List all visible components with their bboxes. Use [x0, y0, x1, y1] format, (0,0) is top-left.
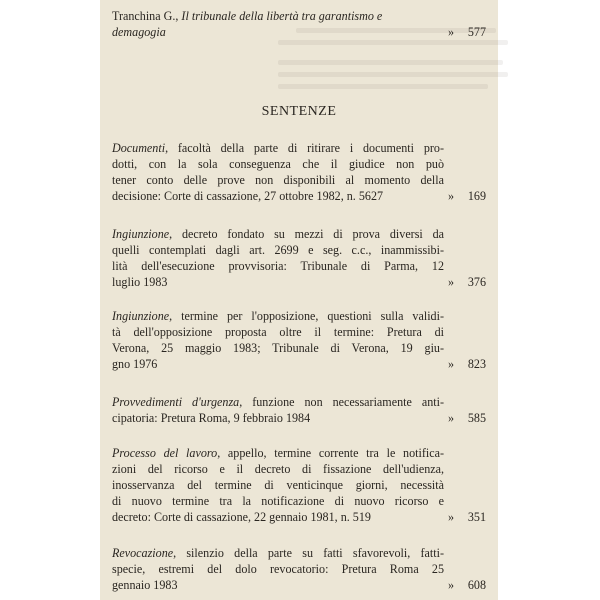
entry-subject: Provvedimenti d'urgenza [112, 395, 240, 409]
bleed-through-line [278, 60, 503, 65]
ditto-mark: » [448, 578, 455, 592]
page-number: 577 [467, 25, 486, 39]
entry-subject: Revocazione [112, 546, 174, 560]
entry-line: specie, estremi del dolo revocatorio: Pretura Roma 25 [112, 562, 444, 576]
entry-line: gno 1976 [112, 357, 158, 371]
bleed-through-line [278, 72, 508, 77]
entry-line: cipatoria: Pretura Roma, 9 febbraio 1984 [112, 411, 311, 425]
index-entry [112, 226, 490, 290]
page-number: 585 [467, 411, 486, 425]
ditto-mark: » [448, 189, 455, 203]
page-number: 351 [467, 510, 486, 524]
entry-line: gennaio 1983 [112, 578, 178, 592]
ditto-mark: » [448, 510, 455, 524]
bleed-through-line [278, 40, 508, 45]
page-number: 169 [467, 189, 486, 203]
entry-line: quelli contemplati dagli art. 2699 e seg. c.c., inammissibi- [112, 243, 444, 257]
entry-subject: Ingiunzione [112, 227, 170, 241]
entry-title: Il tribunale della libertà tra garantismo e [181, 9, 383, 23]
page-number: 376 [467, 275, 486, 289]
entry-line: tà dell'opposizione proposta oltre il termine: Pretura di [112, 325, 444, 339]
section-heading: SENTENZE [261, 104, 337, 119]
index-entry [112, 308, 490, 372]
entry-line: , termine per l'opposizione, questioni sulla validi- [169, 309, 444, 323]
entry-line: , appello, termine corrente tra le notifica- [217, 446, 444, 460]
entry-line: luglio 1983 [112, 275, 168, 289]
ditto-mark: » [448, 25, 455, 39]
ditto-mark: » [448, 411, 455, 425]
index-entry-top [112, 8, 490, 40]
entry-line: zioni del ricorso e il decreto di fissazione dell'udienza, [112, 462, 444, 476]
index-entry [112, 140, 490, 204]
page-number: 823 [467, 357, 486, 371]
index-entry [112, 394, 490, 426]
entry-line: lità dell'esecuzione provvisoria: Tribunale di Parma, 12 [112, 259, 444, 273]
author-name: Tranchina G., [112, 9, 182, 23]
entry-line: decisione: Corte di cassazione, 27 ottobre 1982, n. 5627 [112, 189, 384, 203]
ditto-mark: » [448, 357, 455, 371]
index-entry [112, 445, 490, 525]
bleed-through-line [278, 84, 488, 89]
entry-line: di nuovo termine tra la notificazione di nuovo ricorso e [112, 494, 444, 508]
entry-subject: Ingiunzione [112, 309, 170, 323]
entry-line: tener conto delle prove non disponibili al momento della [112, 173, 444, 187]
index-entry [112, 545, 490, 593]
entry-line: , silenzio della parte su fatti sfavorevoli, fatti- [173, 546, 444, 560]
entry-title-continued: demagogia [112, 25, 166, 39]
book-page [100, 0, 498, 600]
page-number: 608 [467, 578, 486, 592]
entry-line: dotti, con la sola conseguenza che il giudice non può [112, 157, 444, 171]
entry-line: decreto: Corte di cassazione, 22 gennaio 1981, n. 519 [112, 510, 371, 524]
entry-subject: Processo del lavoro [112, 446, 218, 460]
entry-line: inosservanza del termine di venticinque giorni, necessità [112, 478, 444, 492]
entry-line: Verona, 25 maggio 1983; Tribunale di Verona, 19 giu- [112, 341, 444, 355]
ditto-mark: » [448, 275, 455, 289]
entry-subject: Documenti [112, 141, 166, 155]
entry-line: , funzione non necessariamente anti- [239, 395, 444, 409]
entry-line: , decreto fondato su mezzi di prova diversi da [169, 227, 444, 241]
entry-line: , facoltà della parte di ritirare i documenti pro- [165, 141, 444, 155]
